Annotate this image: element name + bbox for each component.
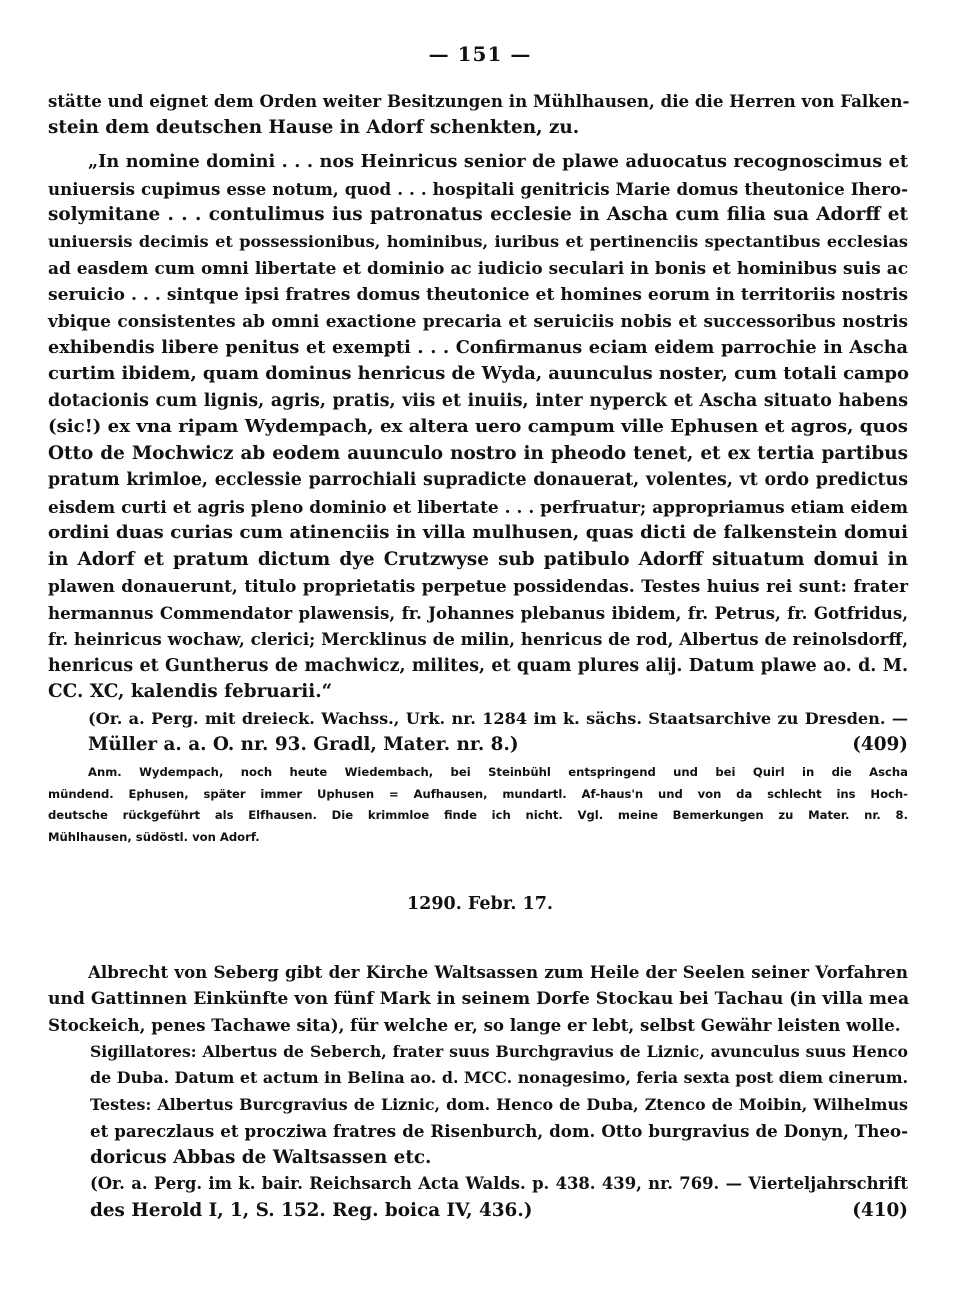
text-line: Testes: Albertus Burcgravius de Liznic, dom. Henco de Duba, Ztenco de Moibin, Wilhelmus: [90, 1094, 908, 1114]
text-line: pratum krimloe, ecclessie parrochiali supradicte donauerat, volentes, vt ordo predictus: [48, 470, 908, 490]
text-line: henricus et Guntherus de machwicz, milites, et quam plures alij. Datum plawe ao. d. M.: [48, 655, 908, 676]
document-number: (409): [852, 734, 908, 755]
text-line: curtim ibidem, quam dominus henricus de Wyda, auunculus noster, cum totali campo: [48, 363, 909, 384]
text-line: seruicio . . . sintque ipsi fratres domus theutonice et homines eorum in territoriis nostris: [48, 284, 908, 305]
text-line: „In nomine domini . . . nos Heinricus senior de plawe aduocatus recognoscimus et: [88, 151, 908, 172]
text-line: stätte und eignet dem Orden weiter Besitzungen in Mühlhausen, die die Herren von Falken-: [48, 91, 910, 111]
page-number: — 151 —: [428, 42, 532, 66]
source-citation-line: (Or. a. Perg. mit dreieck. Wachss., Urk. nr. 1284 im k. sächs. Staatsarchive zu Dresden. —: [88, 708, 908, 728]
text-line: eisdem curti et agris pleno dominio et libertate . . . perfruatur; appropriamus etiam eidem: [48, 496, 908, 517]
text-line: Otto de Mochwicz ab eodem auunculo nostro in pheodo tenet, et ex tertia partibus: [48, 442, 908, 464]
text-line: ordini duas curias cum atinenciis in villa mulhusen, quas dicti de falkenstein domui: [48, 522, 908, 543]
entry-410-text: [48, 959, 908, 1224]
text-line: solymitane . . . contulimus ius patronatus ecclesie in Ascha cum filia sua Adorff et: [48, 204, 908, 225]
annotation-footnote: [48, 762, 908, 848]
source-citation-line: (Or. a. Perg. im k. bair. Reichsarch Acta Walds. p. 438. 439, nr. 769. — Vierteljahrschrift: [90, 1174, 908, 1193]
entry-date-heading: 1290. Febr. 17.: [407, 894, 553, 914]
source-citation-line: [48, 732, 908, 759]
text-line: exhibendis libere penitus et exempti . . . Confirmanus eciam eidem parrochie in Ascha: [48, 336, 908, 358]
text-line: ad easdem cum omni libertate et dominio ac iudicio seculari in bonis et hominibus suis ac: [48, 258, 908, 278]
text-line: Sigillatores: Albertus de Seberch, frater suus Burchgravius de Liznic, avunculus suus Henco: [90, 1041, 908, 1061]
text-line: et pareczlaus et procziwa fratres de Risenburch, dom. Otto burgravius de Donyn, Theo-: [90, 1121, 908, 1141]
text-line: doricus Abbas de Waltsassen etc.: [90, 1146, 432, 1168]
text-line: plawen donauerunt, titulo proprietatis perpetue possidendas. Testes huius rei sunt: frater: [48, 576, 908, 596]
text-line: hermannus Commendator plawensis, fr. Johannes plebanus ibidem, fr. Petrus, fr. Gotfridus,: [48, 602, 908, 623]
note-line: mündend. Ephusen, später immer Uphusen = Aufhausen, mundartl. Af-haus'n und von da schlecht ins Hoch-: [48, 786, 908, 801]
text-line: vbique consistentes ab omni exactione precaria et seruiciis nobis et successoribus nostris: [48, 311, 908, 331]
text-line: stein dem deutschen Hause in Adorf schenkten, zu.: [48, 116, 580, 138]
note-line: Anm. Wydempach, noch heute Wiedembach, bei Steinbühl entspringend und bei Quirl in die Ascha: [88, 765, 908, 779]
note-line: deutsche rückgeführt als Elfhausen. Die krimmloe finde ich nicht. Vgl. meine Bemerkungen zu Mater. nr. 8.: [48, 808, 908, 822]
document-number: (410): [852, 1199, 908, 1221]
text-line: uniuersis cupimus esse notum, quod . . . hospitali genitricis Marie domus theutonice Ihero-: [48, 178, 908, 199]
text-line: uniuersis decimis et possessionibus, hominibus, iuribus et pertinenciis spectantibus ecclesias: [48, 231, 908, 251]
text-line: in Adorf et pratum dictum dye Crutzwyse sub patibulo Adorff situatum domui in: [48, 548, 908, 570]
intro-paragraph: [48, 88, 908, 141]
text-line: de Duba. Datum et actum in Belina ao. d. MCC. nonagesimo, feria sexta post diem cinerum.: [90, 1068, 909, 1087]
text-line: fr. heinricus wochaw, clerici; Mercklinus de milin, henricus de rod, Albertus de reinolsdorff,: [48, 629, 908, 649]
source-citation-text: Müller a. a. O. nr. 93. Gradl, Mater. nr. 8.): [88, 734, 519, 755]
source-citation-line: [48, 1198, 908, 1225]
text-line: CC. XC, kalendis februarii.“: [48, 681, 333, 702]
note-line: Mühlhausen, südöstl. von Adorf.: [48, 829, 260, 844]
summary-line: Albrecht von Seberg gibt der Kirche Waltsassen zum Heile der Seelen seiner Vorfahren: [88, 962, 908, 982]
source-citation-text: des Herold I, 1, S. 152. Reg. boica IV, 436.): [90, 1199, 533, 1221]
summary-line: und Gattinnen Einkünfte von fünf Mark in seinem Dorfe Stockau bei Tachau (in villa mea: [48, 988, 910, 1009]
text-line: (sic!) ex vna ripam Wydempach, ex altera uero campum ville Ephusen et agros, quos: [48, 416, 908, 437]
summary-line: Stockeich, penes Tachawe sita), für welche er, so lange er lebt, selbst Gewähr leisten wolle.: [48, 1015, 901, 1035]
text-line: dotacionis cum lignis, agris, pratis, viis et inuiis, inter nyperck et Ascha situato habens: [48, 390, 908, 411]
charter-text: [48, 149, 908, 759]
